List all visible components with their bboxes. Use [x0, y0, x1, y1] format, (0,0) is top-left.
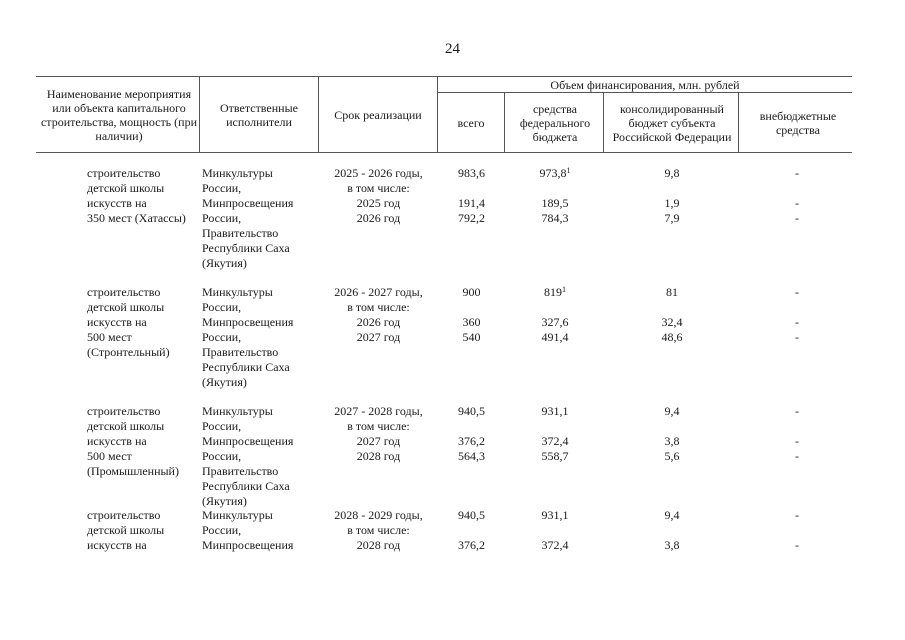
col-divider — [199, 76, 200, 152]
row-regional-value: 9,8 — [664, 166, 680, 180]
col-divider — [504, 92, 505, 152]
row-executor-line: Минкультуры — [202, 166, 273, 180]
row-name-line: искусств на — [87, 434, 147, 448]
row-name-line: детской школы — [87, 181, 165, 195]
row-executor-line: Минпросвещения — [202, 538, 294, 552]
row-federal-value: 558,7 — [541, 449, 569, 463]
row-regional-value: 9,4 — [664, 404, 680, 418]
col-divider — [738, 92, 739, 152]
row-term-line: 2025 - 2026 годы, — [334, 166, 423, 180]
header-total: всего — [457, 115, 485, 130]
row-name-line: искусств на — [87, 538, 147, 552]
row-term-line: в том числе: — [347, 419, 410, 433]
row-regional-value: 32,4 — [661, 315, 683, 329]
row-term-line: 2026 - 2027 годы, — [334, 285, 423, 299]
row-name-line: строительство — [87, 166, 161, 180]
row-extra-value: - — [795, 211, 799, 225]
row-extra-value: - — [795, 508, 799, 522]
row-executor-line: Республики Саха — [202, 360, 290, 374]
row-extra-value: - — [795, 538, 799, 552]
row-name-line: искусств на — [87, 315, 147, 329]
row-executor-line: России, — [202, 449, 242, 463]
row-total-value: 940,5 — [458, 404, 485, 418]
row-extra-value: - — [795, 404, 799, 418]
row-regional-value: 5,6 — [664, 449, 680, 463]
row-term-line: 2026 год — [356, 211, 401, 225]
row-regional-value: 3,8 — [664, 434, 680, 448]
row-extra-value: - — [795, 330, 799, 344]
row-executor-line: Минкультуры — [202, 508, 273, 522]
row-term-line: в том числе: — [347, 181, 410, 195]
row-executor-line: (Якутия) — [202, 256, 247, 270]
row-executor-line: России, — [202, 419, 242, 433]
row-executor-line: Республики Саха — [202, 241, 290, 255]
row-federal-value: $819^1$ — [544, 285, 566, 299]
row-total-value: 376,2 — [458, 434, 485, 448]
row-executor-line: (Якутия) — [202, 494, 247, 508]
row-total-value: 360 — [462, 315, 481, 329]
row-executor-line: России, — [202, 300, 242, 314]
row-executor-line: Правительство — [202, 345, 279, 359]
row-federal-value: 491,4 — [541, 330, 569, 344]
row-name-line: искусств на — [87, 196, 147, 210]
row-regional-value: 81 — [666, 285, 678, 299]
row-extra-value: - — [795, 449, 799, 463]
row-executor-line: Минпросвещения — [202, 315, 294, 329]
row-federal-value: 189,5 — [541, 196, 569, 210]
row-term-line: 2027 год — [356, 330, 401, 344]
row-term-line: 2028 год — [356, 449, 401, 463]
row-total-value: 940,5 — [458, 508, 485, 522]
row-executor-line: России, — [202, 523, 242, 537]
row-name-line: детской школы — [87, 523, 165, 537]
row-executor-line: Минкультуры — [202, 404, 273, 418]
row-regional-value: 7,9 — [664, 211, 680, 225]
row-total-value: 900 — [462, 285, 481, 299]
row-term-line: 2025 год — [356, 196, 401, 210]
row-executor-line: России, — [202, 211, 242, 225]
row-executor-line: России, — [202, 330, 242, 344]
row-executor-line: Правительство — [202, 464, 279, 478]
row-name-line: 500 мест — [87, 330, 132, 344]
row-total-value: 376,2 — [458, 538, 485, 552]
row-name-line: 500 мест — [87, 449, 132, 463]
row-regional-value: 9,4 — [664, 508, 680, 522]
row-name-line: строительство — [87, 404, 161, 418]
row-federal-value: 372,4 — [541, 434, 569, 448]
row-total-value: 191,4 — [458, 196, 485, 210]
row-regional-value: 48,6 — [661, 330, 683, 344]
col-divider — [318, 76, 319, 152]
row-federal-value: 973,8$^1$ — [539, 166, 571, 180]
row-federal-value: 372,4 — [541, 538, 569, 552]
row-term-line: 2027 - 2028 годы, — [334, 404, 423, 418]
row-extra-value: - — [795, 166, 799, 180]
row-regional-value: 1,9 — [664, 196, 680, 210]
header-extrabudget: внебюджетные средства — [759, 108, 837, 137]
row-executor-line: Минпросвещения — [202, 434, 294, 448]
row-federal-value: 327,6 — [541, 315, 569, 329]
row-executor-line: Минпросвещения — [202, 196, 294, 210]
header-executors: Ответственные исполнители — [220, 101, 298, 129]
row-total-value: 564,3 — [458, 449, 485, 463]
row-federal-value: 784,3 — [541, 211, 569, 225]
header-funding: Объем финансирования, млн. рублей — [550, 77, 740, 92]
col-divider — [603, 92, 604, 152]
row-executor-line: России, — [202, 181, 242, 195]
row-name-line: детской школы — [87, 419, 165, 433]
row-federal-value: 931,1 — [541, 508, 569, 522]
row-term-line: в том числе: — [347, 300, 410, 314]
footnote-marker: 1 — [562, 285, 566, 294]
header-name: Наименование мероприятия или объекта капитального строительства, мощность (при наличии) — [40, 87, 197, 143]
row-name-line: (Промышленный) — [87, 464, 179, 478]
row-regional-value: 3,8 — [664, 538, 680, 552]
row-executor-line: Правительство — [202, 226, 279, 240]
row-term-line: 2028 - 2029 годы, — [334, 508, 423, 522]
row-federal-value: 931,1 — [541, 404, 569, 418]
row-extra-value: - — [795, 315, 799, 329]
row-total-value: 792,2 — [458, 211, 485, 225]
footnote-marker: 1 — [566, 166, 571, 175]
row-extra-value: - — [795, 434, 799, 448]
header-regional: консолидированный бюджет субъекта Российской Федерации — [612, 101, 732, 144]
row-name-line: строительство — [87, 285, 161, 299]
row-extra-value: - — [795, 196, 799, 210]
row-term-line: 2026 год — [356, 315, 401, 329]
row-total-value: 983,6 — [458, 166, 485, 180]
row-name-line: строительство — [87, 508, 161, 522]
row-executor-line: Минкультуры — [202, 285, 273, 299]
row-term-line: 2028 год — [356, 538, 401, 552]
row-term-line: 2027 год — [356, 434, 401, 448]
header-term: Срок реализации — [334, 108, 422, 122]
row-name-line: детской школы — [87, 300, 165, 314]
row-name-line: 350 мест (Хатассы) — [87, 211, 186, 225]
page-number: 24 — [445, 41, 460, 57]
header-bottom-border — [36, 152, 852, 153]
row-name-line: (Стронтельный) — [87, 345, 170, 359]
header-federal: средства федерального бюджета — [519, 101, 591, 144]
row-extra-value: - — [795, 285, 799, 299]
row-executor-line: (Якутия) — [202, 375, 247, 389]
row-total-value: 540 — [462, 330, 481, 344]
row-executor-line: Республики Саха — [202, 479, 290, 493]
row-term-line: в том числе: — [347, 523, 410, 537]
